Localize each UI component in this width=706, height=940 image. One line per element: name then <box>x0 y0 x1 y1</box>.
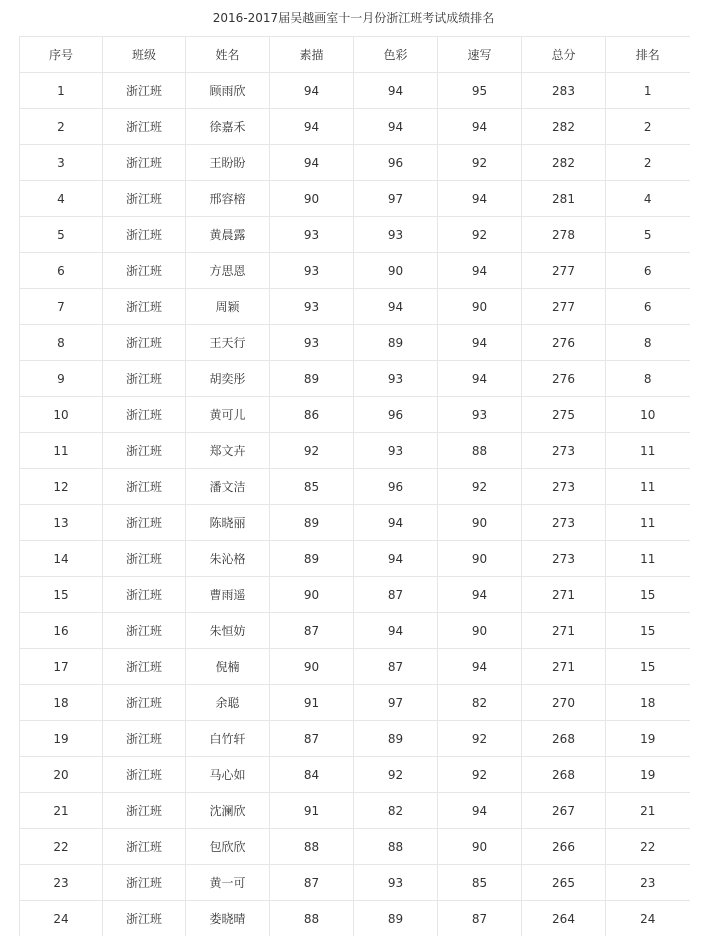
cell-class: 浙江班 <box>103 325 186 361</box>
table-row <box>20 289 690 325</box>
cell-sketch: 93 <box>270 217 354 253</box>
cell-index: 9 <box>20 361 103 397</box>
cell-quick-sketch: 92 <box>438 469 522 505</box>
cell-color: 94 <box>354 73 438 109</box>
cell-rank: 18 <box>606 685 690 721</box>
table-row <box>20 505 690 541</box>
cell-sketch: 90 <box>270 649 354 685</box>
cell-rank: 24 <box>606 901 690 937</box>
table-row <box>20 433 690 469</box>
cell-quick-sketch: 92 <box>438 217 522 253</box>
cell-index: 17 <box>20 649 103 685</box>
cell-index: 12 <box>20 469 103 505</box>
column-header-color: 色彩 <box>354 37 438 73</box>
column-header-total: 总分 <box>522 37 606 73</box>
table-row <box>20 577 690 613</box>
cell-total: 271 <box>522 613 606 649</box>
cell-index: 3 <box>20 145 103 181</box>
cell-quick-sketch: 87 <box>438 901 522 937</box>
cell-quick-sketch: 94 <box>438 181 522 217</box>
cell-color: 87 <box>354 577 438 613</box>
table-row <box>20 649 690 685</box>
cell-name: 马心如 <box>186 757 270 793</box>
cell-class: 浙江班 <box>103 145 186 181</box>
cell-color: 93 <box>354 361 438 397</box>
cell-class: 浙江班 <box>103 181 186 217</box>
table-row <box>20 73 690 109</box>
cell-class: 浙江班 <box>103 505 186 541</box>
cell-name: 余聪 <box>186 685 270 721</box>
column-header-rank: 排名 <box>606 37 690 73</box>
cell-color: 97 <box>354 685 438 721</box>
cell-class: 浙江班 <box>103 73 186 109</box>
cell-total: 266 <box>522 829 606 865</box>
table-row <box>20 469 690 505</box>
cell-quick-sketch: 90 <box>438 289 522 325</box>
cell-total: 281 <box>522 181 606 217</box>
cell-quick-sketch: 90 <box>438 613 522 649</box>
table-row <box>20 253 690 289</box>
cell-sketch: 85 <box>270 469 354 505</box>
table-row <box>20 793 690 829</box>
cell-name: 朱沁格 <box>186 541 270 577</box>
table-row <box>20 217 690 253</box>
cell-quick-sketch: 90 <box>438 505 522 541</box>
cell-color: 88 <box>354 829 438 865</box>
cell-index: 4 <box>20 181 103 217</box>
cell-rank: 11 <box>606 469 690 505</box>
cell-color: 97 <box>354 181 438 217</box>
cell-sketch: 90 <box>270 181 354 217</box>
cell-color: 93 <box>354 217 438 253</box>
table-title: 2016-2017届吴越画室十一月份浙江班考试成绩排名 <box>212 11 495 25</box>
cell-name: 黄晨露 <box>186 217 270 253</box>
table-body <box>20 73 690 937</box>
cell-total: 282 <box>522 109 606 145</box>
cell-class: 浙江班 <box>103 253 186 289</box>
cell-quick-sketch: 92 <box>438 721 522 757</box>
cell-total: 273 <box>522 541 606 577</box>
cell-color: 93 <box>354 433 438 469</box>
cell-rank: 19 <box>606 721 690 757</box>
cell-rank: 23 <box>606 865 690 901</box>
cell-quick-sketch: 95 <box>438 73 522 109</box>
table-row <box>20 361 690 397</box>
cell-index: 21 <box>20 793 103 829</box>
cell-class: 浙江班 <box>103 217 186 253</box>
cell-total: 271 <box>522 577 606 613</box>
cell-sketch: 92 <box>270 433 354 469</box>
cell-quick-sketch: 94 <box>438 325 522 361</box>
cell-sketch: 90 <box>270 577 354 613</box>
table-row <box>20 181 690 217</box>
cell-sketch: 94 <box>270 73 354 109</box>
column-header-sketch: 素描 <box>270 37 354 73</box>
cell-quick-sketch: 88 <box>438 433 522 469</box>
cell-quick-sketch: 92 <box>438 145 522 181</box>
cell-class: 浙江班 <box>103 865 186 901</box>
cell-sketch: 88 <box>270 901 354 937</box>
table-row <box>20 901 690 937</box>
cell-name: 邢容榕 <box>186 181 270 217</box>
column-header-name: 姓名 <box>186 37 270 73</box>
column-header-index: 序号 <box>20 37 103 73</box>
cell-name: 周颖 <box>186 289 270 325</box>
cell-class: 浙江班 <box>103 721 186 757</box>
cell-class: 浙江班 <box>103 757 186 793</box>
cell-rank: 6 <box>606 253 690 289</box>
cell-index: 11 <box>20 433 103 469</box>
cell-color: 87 <box>354 649 438 685</box>
cell-class: 浙江班 <box>103 109 186 145</box>
cell-rank: 4 <box>606 181 690 217</box>
cell-quick-sketch: 90 <box>438 541 522 577</box>
cell-index: 13 <box>20 505 103 541</box>
cell-index: 6 <box>20 253 103 289</box>
cell-sketch: 89 <box>270 541 354 577</box>
cell-total: 270 <box>522 685 606 721</box>
cell-total: 283 <box>522 73 606 109</box>
cell-rank: 11 <box>606 541 690 577</box>
cell-sketch: 89 <box>270 505 354 541</box>
cell-sketch: 94 <box>270 109 354 145</box>
cell-name: 胡奕彤 <box>186 361 270 397</box>
cell-sketch: 91 <box>270 793 354 829</box>
cell-total: 268 <box>522 757 606 793</box>
cell-total: 273 <box>522 505 606 541</box>
cell-color: 92 <box>354 757 438 793</box>
cell-sketch: 86 <box>270 397 354 433</box>
cell-rank: 15 <box>606 613 690 649</box>
cell-color: 94 <box>354 289 438 325</box>
cell-class: 浙江班 <box>103 361 186 397</box>
cell-quick-sketch: 94 <box>438 649 522 685</box>
table-row <box>20 145 690 181</box>
cell-index: 5 <box>20 217 103 253</box>
cell-name: 潘文洁 <box>186 469 270 505</box>
cell-sketch: 87 <box>270 613 354 649</box>
cell-sketch: 93 <box>270 289 354 325</box>
cell-total: 276 <box>522 361 606 397</box>
cell-index: 1 <box>20 73 103 109</box>
cell-class: 浙江班 <box>103 901 186 937</box>
cell-name: 王盼盼 <box>186 145 270 181</box>
table-row <box>20 325 690 361</box>
cell-sketch: 87 <box>270 865 354 901</box>
cell-total: 267 <box>522 793 606 829</box>
cell-class: 浙江班 <box>103 649 186 685</box>
cell-quick-sketch: 90 <box>438 829 522 865</box>
cell-total: 264 <box>522 901 606 937</box>
cell-color: 89 <box>354 901 438 937</box>
cell-class: 浙江班 <box>103 433 186 469</box>
cell-class: 浙江班 <box>103 397 186 433</box>
cell-rank: 21 <box>606 793 690 829</box>
cell-sketch: 94 <box>270 145 354 181</box>
cell-class: 浙江班 <box>103 793 186 829</box>
cell-total: 271 <box>522 649 606 685</box>
cell-name: 郑文卉 <box>186 433 270 469</box>
table-row <box>20 685 690 721</box>
table-row <box>20 829 690 865</box>
cell-sketch: 93 <box>270 253 354 289</box>
cell-rank: 8 <box>606 361 690 397</box>
cell-class: 浙江班 <box>103 829 186 865</box>
table-row <box>20 721 690 757</box>
cell-sketch: 89 <box>270 361 354 397</box>
cell-color: 94 <box>354 109 438 145</box>
cell-index: 7 <box>20 289 103 325</box>
cell-name: 方思恩 <box>186 253 270 289</box>
column-header-quick-sketch: 速写 <box>438 37 522 73</box>
cell-index: 16 <box>20 613 103 649</box>
cell-rank: 11 <box>606 433 690 469</box>
cell-color: 82 <box>354 793 438 829</box>
cell-index: 22 <box>20 829 103 865</box>
cell-quick-sketch: 85 <box>438 865 522 901</box>
table-row <box>20 397 690 433</box>
score-table <box>19 36 690 936</box>
cell-rank: 2 <box>606 145 690 181</box>
cell-rank: 11 <box>606 505 690 541</box>
cell-total: 277 <box>522 253 606 289</box>
cell-sketch: 88 <box>270 829 354 865</box>
cell-class: 浙江班 <box>103 541 186 577</box>
cell-name: 朱恒妨 <box>186 613 270 649</box>
table-row <box>20 865 690 901</box>
cell-name: 徐嘉禾 <box>186 109 270 145</box>
cell-quick-sketch: 94 <box>438 793 522 829</box>
cell-color: 90 <box>354 253 438 289</box>
cell-total: 273 <box>522 469 606 505</box>
cell-quick-sketch: 94 <box>438 361 522 397</box>
cell-total: 275 <box>522 397 606 433</box>
cell-rank: 15 <box>606 649 690 685</box>
cell-name: 黄可儿 <box>186 397 270 433</box>
cell-index: 2 <box>20 109 103 145</box>
cell-quick-sketch: 82 <box>438 685 522 721</box>
cell-name: 倪楠 <box>186 649 270 685</box>
table-row <box>20 541 690 577</box>
table-row <box>20 109 690 145</box>
cell-index: 24 <box>20 901 103 937</box>
cell-index: 23 <box>20 865 103 901</box>
cell-total: 273 <box>522 433 606 469</box>
cell-total: 276 <box>522 325 606 361</box>
cell-class: 浙江班 <box>103 685 186 721</box>
cell-rank: 8 <box>606 325 690 361</box>
cell-color: 89 <box>354 721 438 757</box>
cell-sketch: 84 <box>270 757 354 793</box>
cell-index: 14 <box>20 541 103 577</box>
cell-index: 18 <box>20 685 103 721</box>
cell-color: 96 <box>354 469 438 505</box>
cell-color: 89 <box>354 325 438 361</box>
cell-class: 浙江班 <box>103 577 186 613</box>
cell-color: 96 <box>354 397 438 433</box>
cell-class: 浙江班 <box>103 289 186 325</box>
cell-total: 268 <box>522 721 606 757</box>
cell-index: 15 <box>20 577 103 613</box>
cell-name: 白竹轩 <box>186 721 270 757</box>
column-header-class: 班级 <box>103 37 186 73</box>
cell-name: 陈晓丽 <box>186 505 270 541</box>
table-row <box>20 613 690 649</box>
cell-class: 浙江班 <box>103 613 186 649</box>
cell-name: 包欣欣 <box>186 829 270 865</box>
cell-name: 娄晓晴 <box>186 901 270 937</box>
cell-total: 282 <box>522 145 606 181</box>
cell-quick-sketch: 92 <box>438 757 522 793</box>
cell-name: 王天行 <box>186 325 270 361</box>
cell-index: 19 <box>20 721 103 757</box>
cell-index: 10 <box>20 397 103 433</box>
cell-rank: 6 <box>606 289 690 325</box>
cell-rank: 10 <box>606 397 690 433</box>
cell-color: 94 <box>354 505 438 541</box>
cell-rank: 1 <box>606 73 690 109</box>
cell-sketch: 91 <box>270 685 354 721</box>
cell-total: 265 <box>522 865 606 901</box>
cell-class: 浙江班 <box>103 469 186 505</box>
cell-name: 黄一可 <box>186 865 270 901</box>
cell-rank: 19 <box>606 757 690 793</box>
table-row <box>20 757 690 793</box>
cell-name: 顾雨欣 <box>186 73 270 109</box>
cell-rank: 5 <box>606 217 690 253</box>
cell-name: 曹雨遥 <box>186 577 270 613</box>
header-row <box>20 37 690 73</box>
cell-quick-sketch: 93 <box>438 397 522 433</box>
cell-quick-sketch: 94 <box>438 253 522 289</box>
cell-color: 93 <box>354 865 438 901</box>
cell-total: 277 <box>522 289 606 325</box>
cell-color: 96 <box>354 145 438 181</box>
cell-sketch: 87 <box>270 721 354 757</box>
cell-color: 94 <box>354 613 438 649</box>
cell-index: 8 <box>20 325 103 361</box>
cell-sketch: 93 <box>270 325 354 361</box>
cell-index: 20 <box>20 757 103 793</box>
cell-name: 沈澜欣 <box>186 793 270 829</box>
cell-color: 94 <box>354 541 438 577</box>
cell-rank: 15 <box>606 577 690 613</box>
cell-rank: 22 <box>606 829 690 865</box>
cell-quick-sketch: 94 <box>438 109 522 145</box>
cell-rank: 2 <box>606 109 690 145</box>
cell-total: 278 <box>522 217 606 253</box>
cell-quick-sketch: 94 <box>438 577 522 613</box>
